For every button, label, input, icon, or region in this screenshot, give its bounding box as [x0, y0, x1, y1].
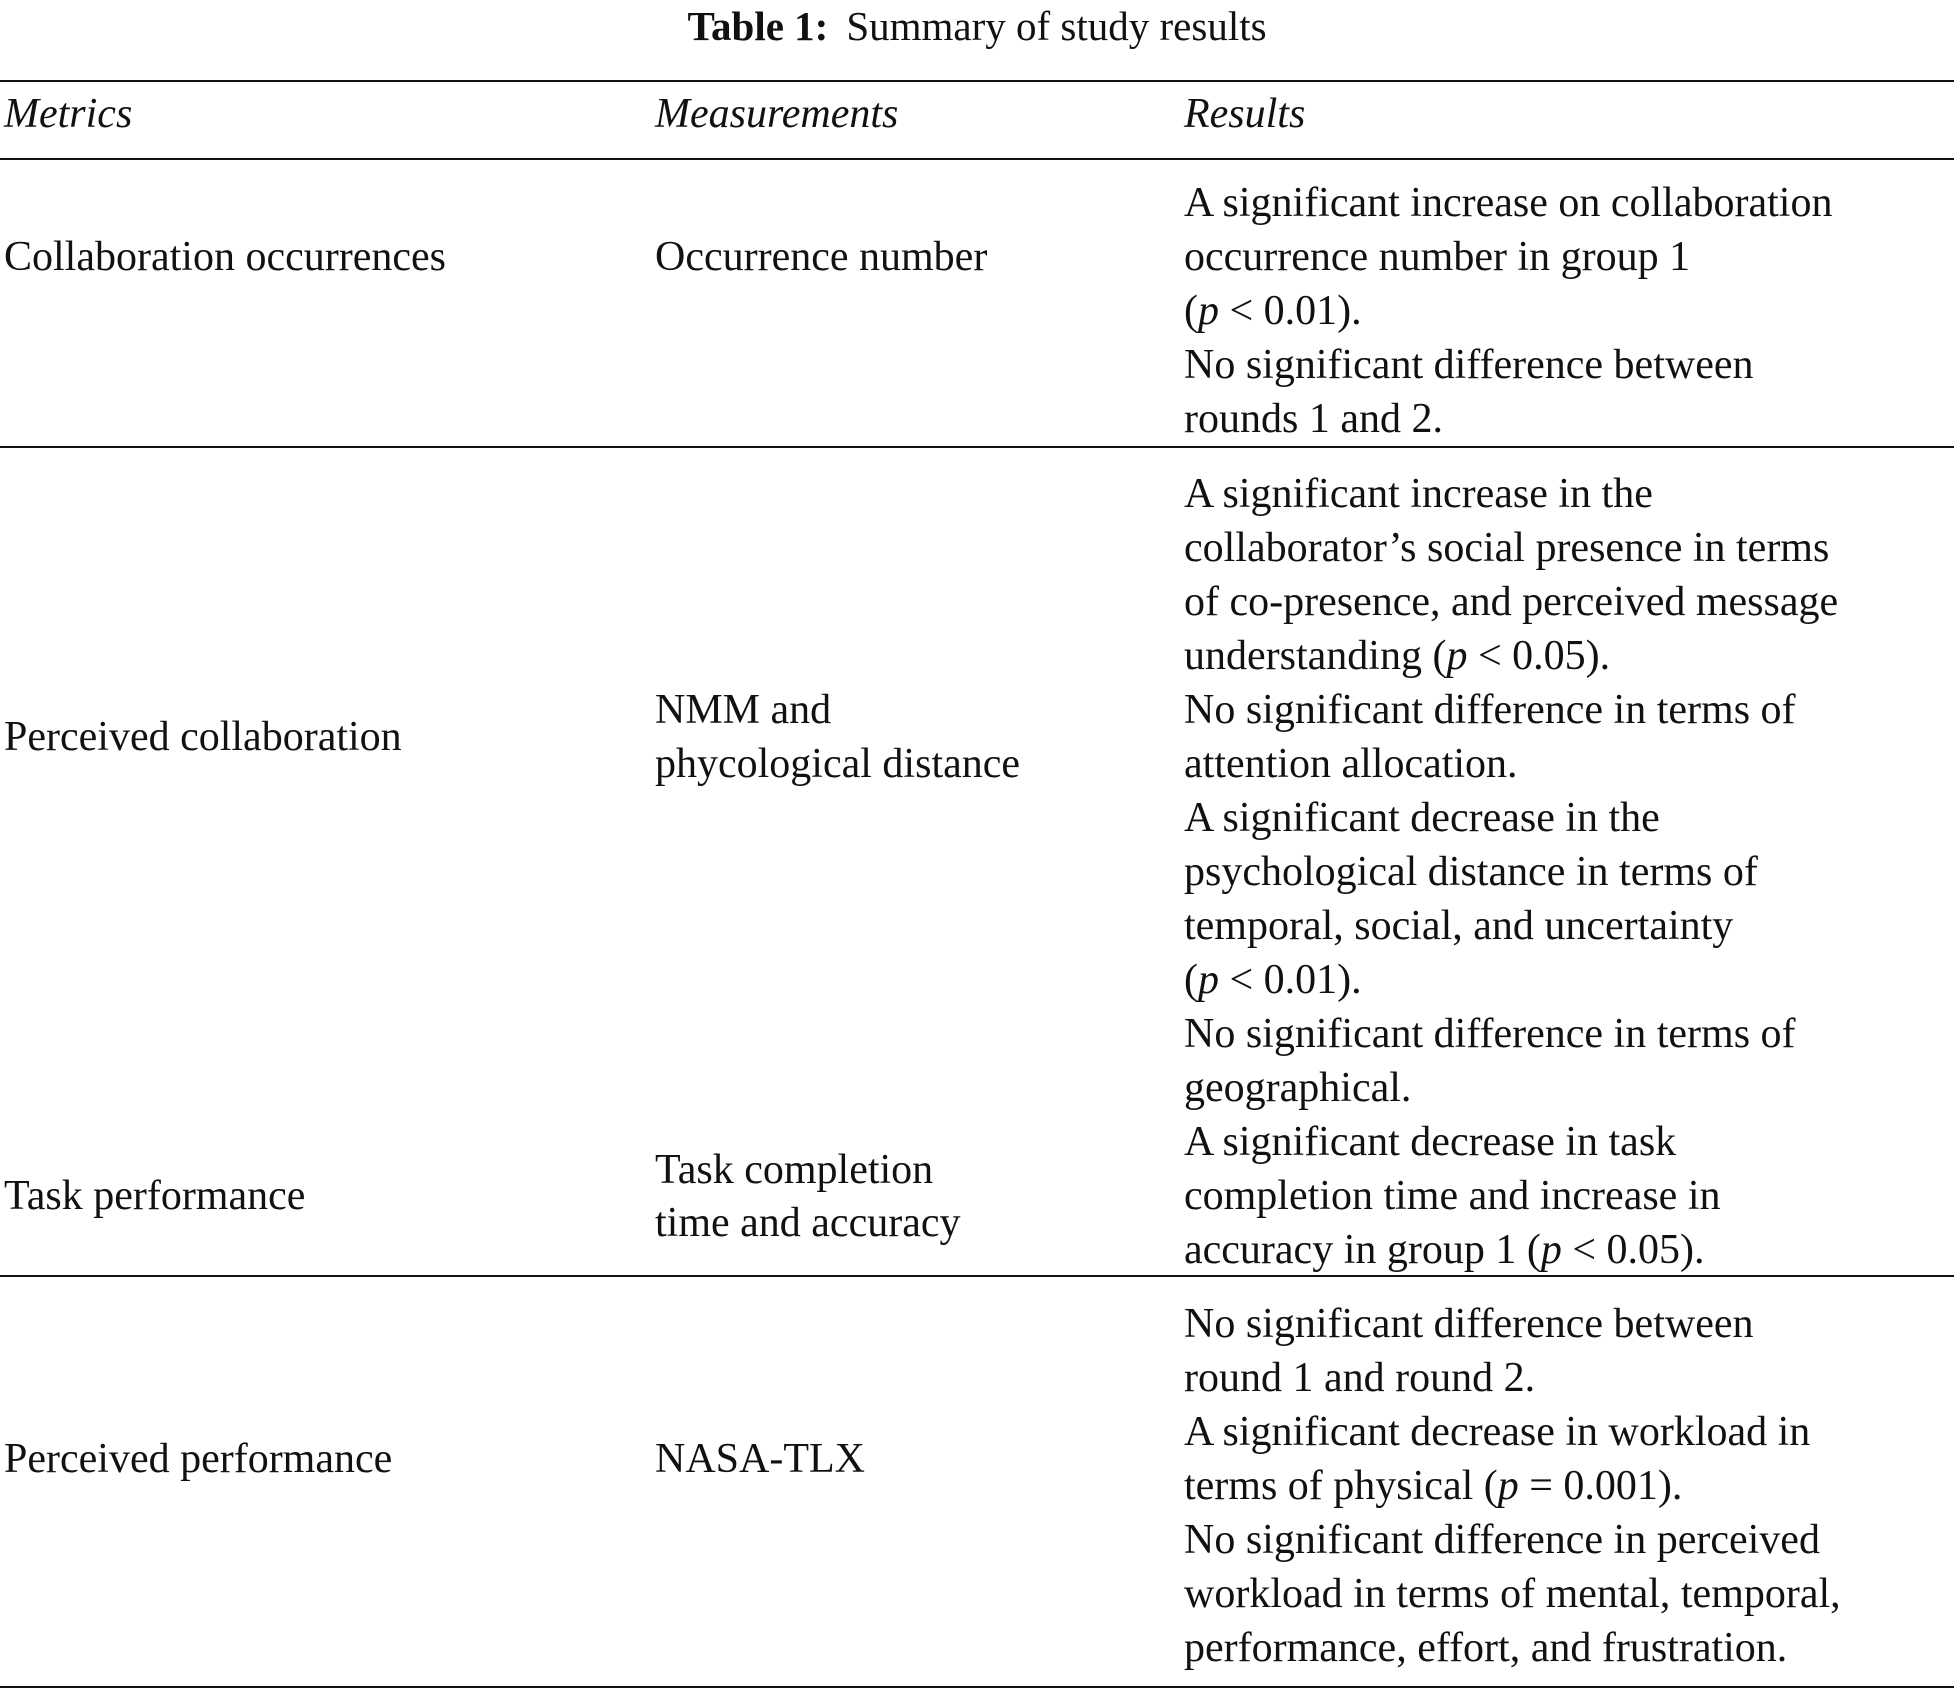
table-caption	[0, 0, 1954, 52]
result-line: geographical.	[1184, 1065, 1412, 1111]
result-line: occurrence number in group 1	[1184, 234, 1691, 280]
header-measurements: Measurements	[655, 91, 899, 137]
result-line: temporal, social, and uncertainty	[1184, 903, 1734, 949]
row-divider	[0, 1275, 1954, 1277]
result-line: terms of physical (p = 0.001).	[1184, 1463, 1683, 1509]
result-line: A significant increase on collaboration	[1184, 180, 1833, 226]
row-3-measurement-line-2: time and accuracy	[655, 1200, 961, 1246]
result-line: performance, effort, and frustration.	[1184, 1625, 1788, 1671]
result-line: A significant decrease in task	[1184, 1119, 1677, 1165]
result-line: No significant difference in terms of	[1184, 1011, 1796, 1057]
result-line: No significant difference between	[1184, 342, 1754, 388]
result-line: attention allocation.	[1184, 741, 1518, 787]
row-1-measurement: Occurrence number	[655, 234, 988, 280]
row-4-results	[1184, 1297, 1841, 1675]
row-divider	[0, 446, 1954, 448]
header-metrics: Metrics	[4, 91, 133, 137]
result-line: A significant decrease in workload in	[1184, 1409, 1811, 1455]
result-line: A significant increase in the	[1184, 471, 1653, 517]
row-1-results	[1184, 176, 1832, 446]
result-line: workload in terms of mental, temporal,	[1184, 1571, 1841, 1617]
result-line: rounds 1 and 2.	[1184, 396, 1443, 442]
result-line: collaborator’s social presence in terms	[1184, 525, 1830, 571]
caption-label: Table 1:	[687, 3, 829, 49]
row-3-measurement-line-1: Task completion	[655, 1147, 934, 1193]
top-rule	[0, 80, 1954, 82]
result-line: A significant decrease in the	[1184, 795, 1660, 841]
row-2-results	[1184, 467, 1838, 1115]
result-line: completion time and increase in	[1184, 1173, 1721, 1219]
result-line: (p < 0.01).	[1184, 957, 1362, 1003]
row-4-metric: Perceived performance	[4, 1436, 393, 1482]
result-line: No significant difference in terms of	[1184, 687, 1796, 733]
result-line: No significant difference in perceived	[1184, 1517, 1820, 1563]
result-line: No significant difference between	[1184, 1301, 1754, 1347]
header-results: Results	[1184, 91, 1306, 137]
row-1-metric: Collaboration occurrences	[4, 234, 446, 280]
header-rule	[0, 158, 1954, 160]
result-line: of co-presence, and perceived message	[1184, 579, 1839, 625]
row-3-results	[1184, 1115, 1720, 1277]
bottom-rule	[0, 1686, 1954, 1688]
result-line: accuracy in group 1 (p < 0.05).	[1184, 1227, 1705, 1273]
row-3-metric: Task performance	[4, 1173, 306, 1219]
caption-text: Summary of study results	[846, 3, 1267, 49]
row-2-measurement-line-1: NMM and	[655, 687, 832, 733]
result-line: psychological distance in terms of	[1184, 849, 1758, 895]
result-line: (p < 0.01).	[1184, 288, 1362, 334]
result-line: round 1 and round 2.	[1184, 1355, 1536, 1401]
row-4-measurement: NASA-TLX	[655, 1436, 865, 1482]
row-2-measurement-line-2: phycological distance	[655, 741, 1021, 787]
result-line: understanding (p < 0.05).	[1184, 633, 1611, 679]
row-2-metric: Perceived collaboration	[4, 714, 402, 760]
